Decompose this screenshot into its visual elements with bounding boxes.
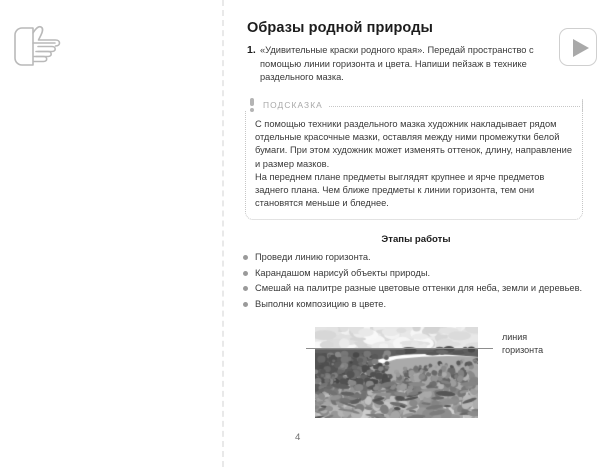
horizon-line	[306, 348, 493, 349]
list-item	[243, 266, 600, 282]
artwork-illustration	[315, 327, 478, 418]
stage-text: Проведи линию горизонта.	[255, 252, 371, 262]
play-button[interactable]	[559, 28, 597, 66]
exclamation-icon	[247, 98, 256, 112]
stages-list	[243, 250, 600, 312]
bullet-icon	[243, 302, 248, 307]
stage-text: Карандашом нарисуй объекты природы.	[255, 267, 431, 278]
horizon-label-line1: линия	[502, 332, 528, 342]
hint-header	[247, 97, 583, 112]
stage-text: Выполни композицию в цвете.	[255, 298, 387, 309]
hint-block	[245, 97, 583, 220]
hint-paragraph: На переднем плане предметы выглядят крупнее и ярче предметов заднего плана. Чем ближе предметы к линии горизонта, тем они становятся меньше и бледнее.	[255, 171, 545, 209]
hint-body	[245, 111, 583, 220]
pointing-hand-icon	[12, 24, 74, 70]
bullet-icon	[243, 271, 248, 276]
list-item	[243, 250, 600, 266]
task-number: 1.	[247, 44, 256, 56]
page-title: Образы родной природы	[247, 20, 433, 36]
bullet-icon	[243, 255, 248, 260]
content-pane	[232, 0, 600, 467]
page-number: 4	[295, 432, 301, 443]
vertical-divider	[222, 0, 224, 467]
play-icon	[573, 39, 589, 57]
horizon-label	[502, 331, 543, 356]
landscape-painting	[315, 327, 478, 418]
stages-title: Этапы работы	[381, 234, 451, 245]
task-text: «Удивительные краски родного края». Передай пространство с помощью линии горизонта и цвета. Напиши пейзаж в технике раздельного мазка.	[260, 45, 534, 82]
left-pane	[0, 0, 222, 467]
hint-label: ПОДСКАЗКА	[263, 99, 323, 110]
task-item	[247, 44, 547, 85]
list-item	[243, 281, 600, 297]
hint-corner	[582, 99, 583, 111]
hint-paragraph: С помощью техники раздельного мазка художник накладывает рядом отдельные красочные мазки, оставляя между ними промежутки белой бумаги. При этом художник может изменять оттенок, длину, направление и размер мазков.	[255, 119, 573, 169]
bullet-icon	[243, 286, 248, 291]
list-item	[243, 297, 600, 313]
horizon-label-line2: горизонта	[502, 344, 544, 355]
hint-dotted-rule	[329, 106, 580, 107]
stage-text: Смешай на палитре разные цветовые оттенки для неба, земли и деревьев.	[255, 283, 583, 294]
